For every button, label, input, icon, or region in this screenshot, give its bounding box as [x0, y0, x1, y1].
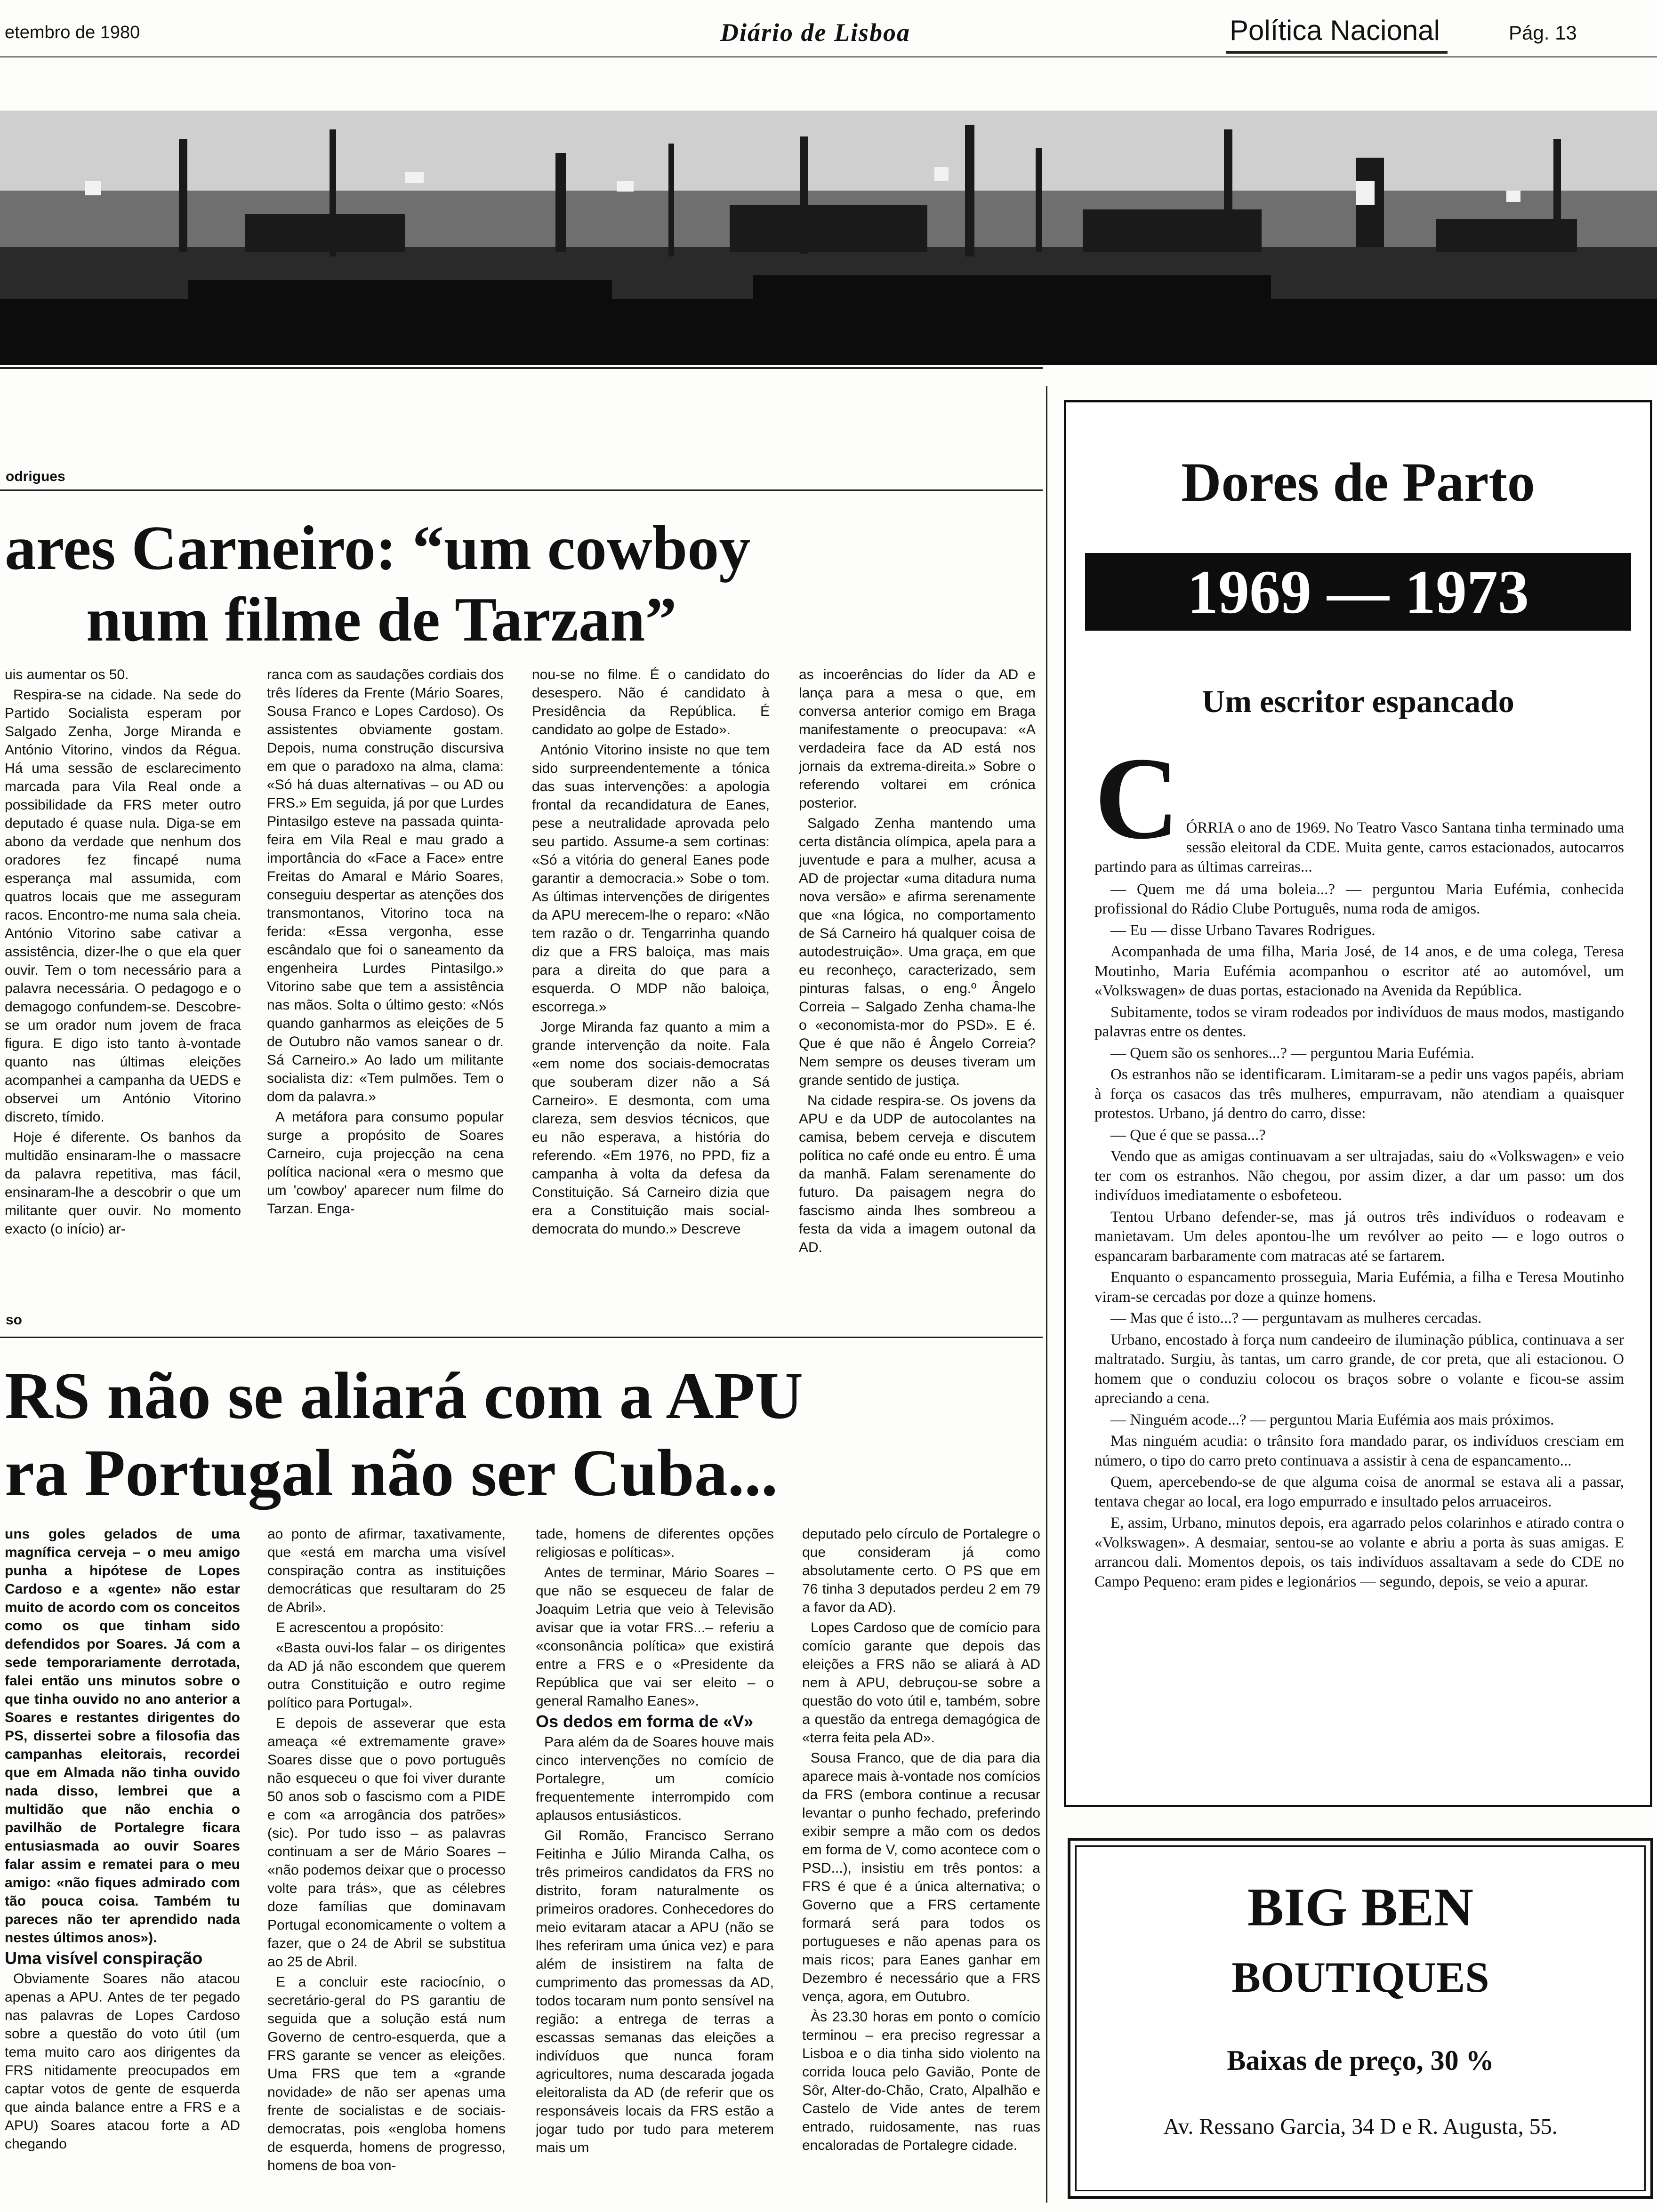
article2-col1-subhead: Uma visível conspiração [5, 1948, 203, 1968]
article2-col3-p2: Antes de terminar, Mário Soares – que não se esqueceu de falar de Joaquim Letria que veio à Televisão avisar que ia votar FRS...– referiu a «consonância política» que existirá entre a FRS e o «Presidente da República que vai ser eleito – o general Ramalho Eanes». [536, 1565, 774, 1709]
masthead: Diário de Lisboa [720, 18, 910, 47]
sidebar-p15: Quem, apercebendo-se de que alguma coisa de anormal se estava ali a passar, tentava chegar ao local, era logo empurrado e insultado pelos arruaceiros. [1094, 1474, 1624, 1510]
article1-title-line2: num filme de Tarzan” [86, 585, 677, 654]
sidebar-body [1094, 751, 1624, 1795]
article1-column-3 [532, 665, 770, 1296]
article2-col4-p1: deputado pelo círculo de Portalegre o que consideram já como absolutamente certo. O PS que em 76 tinha 3 deputados perdeu 2 em 79 a favor da AD). [802, 1526, 1040, 1615]
article2-col1-rest: Obviamente Soares não atacou apenas a APU. Antes de ter pegado nas palavras de Lopes Cardoso sobre a questão do voto útil (um tema muito caro aos dirigentes da FRS nitidamente preocupados em captar votos de gente de esquerda que ainda balance entre a FRS e a APU) Soares atacou forte a AD chegando [5, 1971, 240, 2152]
article1-col4-p2: Salgado Zenha mantendo uma certa distância olímpica, apela para a juventude e para a mulher, acusa a AD de projectar «uma ditadura numa nova versão» e afirma serenamente que «na lógica, no comportamento de Sá Carneiro há qualquer coisa de autodestruição». Uma graça, em que eu reconheço, caracterizado, sem pinturas falsas, o eng.º Ângelo Correia – Salgado Zenha chama-lhe o «economista-mor do PSD». E é. Que é que não é Ângelo Correia? Nem sempre os deuses tiveram um grande sentido de justiça. [799, 816, 1036, 1088]
article2-col3-p1: tade, homens de diferentes opções religiosas e políticas». [536, 1526, 774, 1560]
sidebar-p4: Subitamente, todos se viram rodeados por indivíduos de maus modos, mastigando palavras entre os dentes. [1094, 1003, 1624, 1040]
article2-col3-p3: Para além da de Soares houve mais cinco intervenções no comício de Portalegre, um comício frequentemente interrompido com aplausos entusiásticos. [536, 1734, 774, 1823]
article2-col2-p1: ao ponto de afirmar, taxativamente, que «está em marcha uma visível conspiração contra as instituições democráticas que resultaram do 25 de Abril». [267, 1526, 506, 1615]
sidebar-box [1064, 400, 1652, 1807]
sidebar-p16: E, assim, Urbano, minutos depois, era agarrado pelos colarinhos e atirado contra o «Volkswagen». A desmaiar, sentou-se ao volante e abriu a porta às suas amigas. E arrancou dali. Momentos depois, os tais indivíduos assaltavam a sede do CDE no Campo Pequeno: eram pides e legionários — segundo, depois, se veio a apurar. [1094, 1515, 1624, 1590]
big-ben-ad [1068, 1838, 1653, 2199]
sidebar-p6: Os estranhos não se identificaram. Limitaram-se a pedir uns vagos papéis, abriam à força os casacos das três mulheres, empurravam, não atendiam a quaisquer protestos. Urbano, já dentro do carro, disse: [1094, 1066, 1624, 1122]
header-date: etembro de 1980 [5, 23, 140, 42]
article2-title-line1: RS não se aliará com a APU [5, 1358, 804, 1433]
article2-col2-p4: E depois de asseverar que esta ameaça «é extremamente grave» Soares disse que o povo português não esqueceu o que foi viver durante 50 anos sob o fascismo com a PIDE e com «a arrogância dos patrões» (sic). Por tudo isso – as palavras continuam a ser de Mário Soares – «não podemos deixar que o processo volte para trás», que as célebres doze famílias que dominavam Portugal economicamente o voltem a fazer, que o 24 de Abril se substitua ao 25 de Abril. [267, 1715, 506, 1970]
article2-column-3 [536, 1525, 774, 2203]
harbor-photo [0, 111, 1657, 365]
article1-col4-p1: as incoerências do líder da AD e lança para a mesa o que, em conversa anterior comigo em Braga manifestamente o preocupava: «A verdadeira face da AD está nos jornais da extrema-direita.» Sobre o referendo voltarei em crónica posterior. [799, 667, 1036, 811]
ad-brand: BIG BEN [1247, 1877, 1474, 1938]
article1-byline: odrigues [6, 469, 65, 484]
article2-column-2 [267, 1525, 506, 2203]
sidebar-p9: Tentou Urbano defender-se, mas já outros três indivíduos o rodeavam e manietavam. Um deles apontou-lhe um revólver ao peito — e logo outros o espancaram barbaramente com matracas até se fartarem. [1094, 1208, 1624, 1265]
sidebar-p3: Acompanhada de uma filha, Maria José, de 14 anos, e de uma colega, Teresa Moutinho, Maria Eufémia acompanhou o escritor até ao automóvel, um «Volkswagen» de duas portas, estacionado na Avenida da República. [1094, 943, 1624, 999]
article2-col4-p2: Lopes Cardoso que de comício para comício garante que depois das eleições a FRS não se aliará à AD nem à APU, debruçou-se sobre a questão do voto útil e, também, sobre a questão da entrega demagógica de «terra feita pela AD». [802, 1620, 1040, 1746]
sidebar-p11: — Mas que é isto...? — perguntavam as mulheres cercadas. [1110, 1310, 1482, 1327]
article1-col2-p1: ranca com as saudações cordiais dos três líderes da Frente (Mário Soares, Sousa Franco e Lopes Cardoso). Os assistentes obviamente gostam. Depois, numa construção discursiva em que o paradoxo na alma, clama: «Só há duas alternativas – ou AD ou FRS.» Em seguida, já por que Lurdes Pintasilgo esteve na passada quinta-feira em Vila Real e mau grado a importância do «Face a Face» entre Freitas do Amaral e Mário Soares, conseguiu despertar as atenções dos transmontanos, Vitorino toca na ferida: «Essa vergonha, esse escândalo que foi o saneamento da engenheira Lurdes Pintasilgo.» Vitorino sabe que tem a assistência nas mãos. Solta o último gesto: «Nós quando ganharmos as eleições de 5 de Outubro não vamos sanear o dr. Sá Carneiro.» Ao lado um militante socialista diz: «Tem pulmões. Tem o dom da palavra.» [267, 667, 504, 1105]
article1-title-line1: ares Carneiro: “um cowboy [5, 513, 751, 583]
sidebar-p2: — Eu — disse Urbano Tavares Rodrigues. [1110, 922, 1375, 939]
sidebar-p7: — Que é que se passa...? [1110, 1126, 1266, 1144]
section-name: Política Nacional [1230, 15, 1440, 46]
article1-col1-p1: uis aumentar os 50. [5, 667, 129, 682]
ad-offer: Baixas de preço, 30 % [1227, 2045, 1494, 2076]
sidebar-divider [1046, 386, 1047, 2203]
article1-column-2 [267, 665, 504, 1296]
harbor-photo-image [0, 111, 1657, 365]
photo-bottom-rule [0, 367, 1043, 369]
article2-col1-lead: uns goles gelados de uma magnífica cerveja – o meu amigo punha a hipótese de Lopes Cardoso e a «gente» não estar muito de acordo com os conceitos como os que tinham sido defendidos por Soares. Já com a sede temporariamente derrotada, falei então uns minutos sobre o que tinha ouvido no ano anterior a Soares e restantes dirigentes do PS, dissertei sobre a filosofia das campanhas eleitorais, recordei que em Almada não tinha ouvido nada disso, lembrei que a multidão que não enchia o pavilhão de Portalegre ficara entusiasmada ao ouvir Soares falar assim e rematei para o meu amigo: «não fiques admirado com tão pouca coisa. Também tu pareces não ter aprendido nada nestes últimos anos»). [5, 1526, 240, 1946]
article1-top-rule [0, 489, 1043, 491]
sidebar-dropcap: C [1094, 751, 1180, 864]
article1-col3-p3: Jorge Miranda faz quanto a mim a grande intervenção da noite. Fala «em nome dos sociais-democratas que souberam dizer não a Sá Carneiro». E desmonta, com uma clareza, sem desvios técnicos, que eu não esperava, a história do referendo. «Em 1976, no PPD, fiz a campanha à volta da defesa da Constituição. Sá Carneiro dizia que era a Constituição mais social-democrata do mundo.» Descreve [532, 1019, 770, 1237]
ad-subtitle: BOUTIQUES [1231, 1953, 1489, 2001]
sidebar-p10: Enquanto o espancamento prosseguia, Maria Eufémia, a filha e Teresa Moutinho viram-se cercadas por doze a quinze homens. [1094, 1269, 1624, 1306]
article2-col3-p4: Gil Romão, Francisco Serrano Feitinha e Júlio Miranda Calha, os três primeiros candidatos da FRS no distrito, foram naturalmente os primeiros oradores. Conhecedores do meio evitaram atacar a APU (não se lhes referiram uma única vez) e para além de insistirem na falta de cumprimento das promessas da AD, todos tocaram num ponto sensível na região: a entrega de terras a escassas semanas das eleições a indivíduos que nunca foram agricultores, numa descarada jogada eleitoralista da AD (de referir que os responsáveis locais da FRS estão a jogar tudo por tudo para meterem mais um [536, 1828, 774, 2156]
article1-col1-p2: Respira-se na cidade. Na sede do Partido Socialista esperam por Salgado Zenha, Jorge Miranda e António Vitorino, vindos da Régua. Há uma sessão de esclarecimento marcada para Vila Real onde a possibilidade da FRS meter outro deputado é quase nula. Diga-se em abono da verdade que nenhum dos oradores fez fincapé numa esperança mal assumida, com quatros locais que me asseguram racos. Encontro-me numa sala cheia. António Vitorino sabe cativar a assistência, dizer-lhe o que ela quer ouvir. Tem o tom necessário para a palavra necessária. O pedagogo e o demagogo confundem-se. Descobre-se um orador num jovem de fraca figura. E digo isto tanto à-vontade quanto nas últimas eleições acompanhei a campanha da UEDS e observei um António Vitorino discreto, tímido. [5, 687, 241, 1125]
article2-column-4 [802, 1525, 1040, 2203]
section-underline [1226, 51, 1448, 54]
ad-address: Av. Ressano Garcia, 34 D e R. Augusta, 55. [1163, 2114, 1558, 2139]
article2-col4-p4: Às 23.30 horas em ponto o comício terminou – era preciso regressar a Lisboa e o dia tinha sido violento na corrida louca pelo Gavião, Ponte de Sôr, Alter-do-Chão, Crato, Alpalhão e Castelo de Vide antes de terem entrado, ruidosamente, nas ruas encaloradas de Portalegre cidade. [802, 2009, 1040, 2153]
article2-top-rule [0, 1337, 1043, 1338]
article1-column-4 [799, 665, 1036, 1296]
page-number: Pág. 13 [1509, 22, 1577, 44]
article2-col2-p5: E a concluir este raciocínio, o secretário-geral do PS garantiu de seguida que a solução está num Governo de centro-esquerda, que a FRS garante se vencer as eleições. Uma FRS que tem a «grande novidade» de não ser apenas uma frente de socialistas e de sociais-democratas, pois «engloba homens de esquerda, homens de progresso, homens de boa von- [267, 1974, 506, 2173]
sidebar-p14: Mas ninguém acudia: o trânsito fora mandado parar, os indivíduos cresciam em número, o tipo do carro preto continuava a assistir à cena de espancamento... [1094, 1433, 1624, 1469]
article1-col2-p2: A metáfora para consumo popular surge a propósito de Soares Carneiro, cuja projecção na cena política nacional «era o mesmo que um 'cowboy' aparecer num filme do Tarzan. Enga- [267, 1109, 504, 1217]
article2-column-1 [5, 1525, 240, 2203]
sidebar-p5: — Quem são os senhores...? — perguntou Maria Eufémia. [1110, 1044, 1474, 1062]
article1-col3-p1: nou-se no filme. É o candidato do desespero. Não é candidato à Presidência da República. É candidato ao golpe de Estado». [532, 667, 770, 737]
article2-col2-p3: «Basta ouvi-los falar – os dirigentes da AD já não escondem que querem outra Constituição e outro regime político para Portugal». [267, 1640, 506, 1711]
article2-col2-p2: E acrescentou a propósito: [276, 1620, 444, 1635]
sidebar-p0: ÓRRIA o ano de 1969. No Teatro Vasco Santana tinha terminado uma sessão eleitoral da CDE. Muita gente, carros estacionados, autocarros partindo para as últimas carreiras... [1094, 819, 1624, 875]
sidebar-years-banner: 1969 — 1973 [1085, 553, 1631, 631]
sidebar-p8: Vendo que as amigas continuavam a ser ultrajadas, saiu do «Volkswagen» e veio ter com os estranhos. Não chegou, por assim dizer, a dar um passo: um dos indivíduos imediatamente o esbofeteou. [1094, 1148, 1624, 1204]
article1-col4-p3: Na cidade respira-se. Os jovens da APU e da UDP de autocolantes na camisa, bebem cerveja e discutem política no café onde eu entro. É uma da manhã. Falam serenamente do futuro. Da paisagem negra do fascismo ainda lhes sombreou a festa da vida a imagem outonal da AD. [799, 1093, 1036, 1255]
article2-byline: so [6, 1312, 23, 1328]
article2-col4-p3: Sousa Franco, que de dia para dia aparece mais à-vontade nos comícios da FRS (embora continue a recusar levantar o punho fechado, preferindo exibir sempre a mão com os dedos em forma de V, como acontece com o PSD...), insistiu em três pontos: a FRS é que é a única alternativa; o Governo que a FRS certamente formará será para todos os portugueses e não apenas para os mais ricos; para Eanes ganhar em Dezembro é necessário que a FRS vença, agora, em Outubro. [802, 1750, 1040, 2004]
article1-col1-p3: Hoje é diferente. Os banhos da multidão ensinaram-lhe o massacre da palavra repetitiva, mas fácil, ensinaram-lhe a descobrir o que um militante quer ouvir. No momento exacto (o início) ar- [5, 1130, 241, 1237]
article1-column-1 [5, 665, 241, 1296]
article2-title-line2: ra Portugal não ser Cuba... [5, 1435, 778, 1510]
sidebar-p1: — Quem me dá uma boleia...? — perguntou Maria Eufémia, conhecida profissional do Rádio Clube Português, numa roda de amigos. [1094, 881, 1624, 917]
sidebar-subtitle: Um escritor espancado [1202, 683, 1514, 719]
header-rule [0, 56, 1657, 57]
sidebar-p13: — Ninguém acode...? — perguntou Maria Eufémia aos mais próximos. [1110, 1411, 1554, 1428]
article2-col3-subhead: Os dedos em forma de «V» [536, 1712, 754, 1731]
sidebar-p12: Urbano, encostado à força num candeeiro de iluminação pública, continuava a ser maltratado. Surgiu, às tantas, um carro grande, de cor preta, que ali estacionou. O homem que o conduziu colocou os braços sobre o volante e ficou-se assim apreciando a cena. [1094, 1331, 1624, 1407]
article1-col3-p2: António Vitorino insiste no que tem sido surpreendentemente a tónica das suas intervenções: a apologia frontal da recandidatura de Eanes, pese a neutralidade aprovada pelo seu partido. Assume-a sem cortinas: «Só a vitória do general Eanes pode garantir a democracia.» Sobe o tom. As últimas intervenções de dirigentes da APU merecem-lhe o reparo: «Não tem razão o dr. Tengarrinha quando diz que a FRS baloiça, mas mais para a direita do que para a esquerda. O MDP não baloiça, escorrega.» [532, 742, 770, 1015]
sidebar-title: Dores de Parto [1181, 451, 1535, 513]
